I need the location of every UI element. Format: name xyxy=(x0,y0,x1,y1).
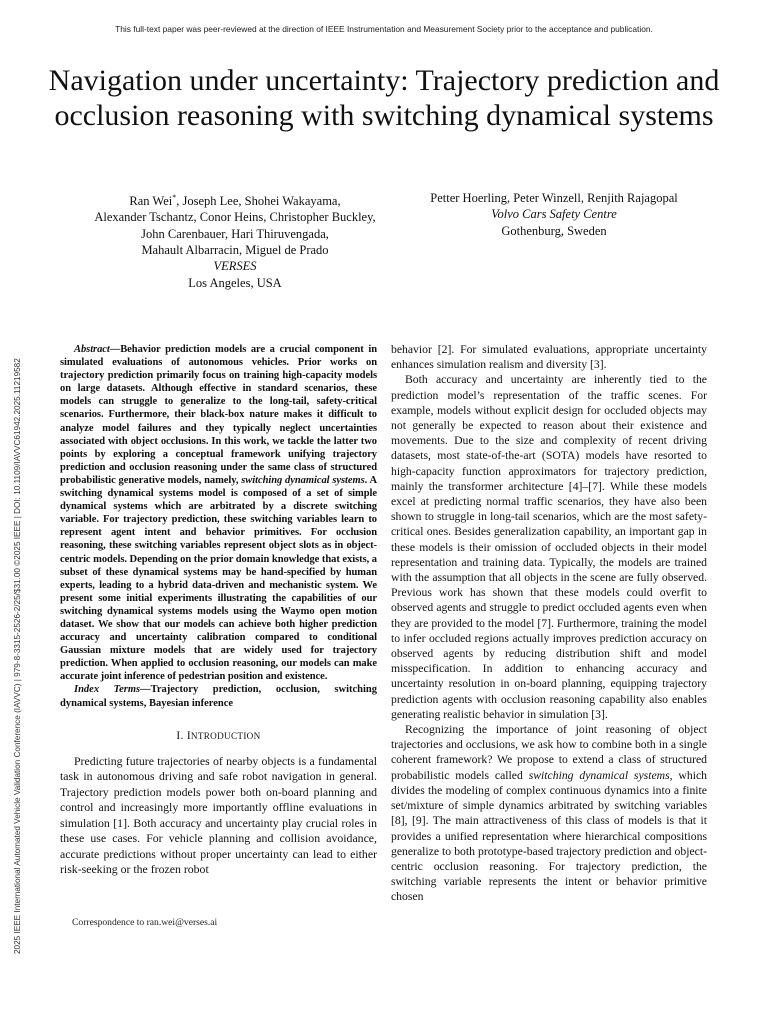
author-affiliation: Volvo Cars Safety Centre xyxy=(491,207,617,222)
paragraph-accuracy-uncertainty: Both accuracy and uncertainty are inherently tied to the prediction model’s representation of the traffic scenes. For example, models without explicit design for occluded objects may not generally be expected to reason about their existence and movements. Due to the size and complexity of recent driving datasets, most state-of-the-art (SOTA) models have resorted to high-capacity function approximators for trajectory prediction, mainly the transformer architecture [4]–[7]. While these models excel at predicting normal traffic scenarios, they have also been shown to struggle in long-tail scenarios, which are the most safety-critical ones. Besides generalization capability, an important gap in these models is their omission of occluded objects in their model representation and training data. Typically, the models are trained with the assumption that all objects in the scene are fully observed. Previous work has shown that these models could overfit to observed agents and struggle to predict occluded agents even when they are provided to the model [7]. Furthermore, training the model to infer occluded regions actually improves prediction accuracy on observed agents by reducing distribution shift and model misspecification. In addition to enhancing accuracy and uncertainty resolution in on-board planning, equipping trajectory prediction agents with occlusion reasoning capability also enables generating realistic behavior in simulation [3]. xyxy=(391,373,707,721)
index-terms-lead: Index Terms xyxy=(74,684,141,696)
corresponding-author-mark: * xyxy=(172,193,177,202)
paper-title: Navigation under uncertainty: Trajectory prediction and occlusion reasoning with switching dynamical systems xyxy=(48,64,720,132)
author-affiliation: VERSES xyxy=(213,259,257,274)
index-terms-text: —Trajectory prediction, occlusion, switching dynamical systems, Bayesian inference xyxy=(60,684,377,709)
author-line: Mahault Albarracin, Miguel de Prado xyxy=(141,243,329,258)
author-name-list: , Joseph Lee, Shohei Wakayama, xyxy=(176,194,341,209)
paragraph-text: Recognizing the importance of joint reasoning of object trajectories and occlusions, we ask how to combine both in a single coherent framework? We propose to extend a class of structured probabilistic models called xyxy=(391,723,707,782)
author-name: Ran Wei xyxy=(129,194,173,209)
left-column xyxy=(60,343,377,878)
abstract-text: . A switching dynamical systems model is composed of a set of simple dynamical systems which are arbitrated by a discrete switching variable. For trajectory prediction, these switching variables learn to represent agent intent and behavior primitives. For occlusion reasoning, these switching variables represent object slots as in object-centric models. Depending on the prior domain knowledge that exists, a subset of these dynamical systems may be hand-specified by human experts, leading to a hybrid data-driven and mechanistic system. We present some initial experiments illustrating the capabilities of our switching dynamical systems models using the Waymo open motion dataset. We show that our models can achieve both higher prediction accuracy and uncertainty calibration compared to conditional Gaussian mixture models that are widely used for trajectory prediction. When applied to occlusion reasoning, our models can make accurate joint inference of pedestrian position and existence. xyxy=(60,474,377,683)
index-terms xyxy=(60,683,377,709)
abstract xyxy=(60,343,377,683)
author-line: John Carenbauer, Hari Thiruvengada, xyxy=(141,226,329,241)
intro-paragraph: Predicting future trajectories of nearby objects is a fundamental task in autonomous driving and safe robot navigation in general. Trajectory prediction models power both on-board planning and control and increasingly more importantly offline evaluations in simulation [1]. Both accuracy and uncertainty play crucial roles in these use cases. For vehicle planning and collision avoidance, accurate predictions without proper uncertainty can lead to either risk-seeking or the frozen robot xyxy=(60,753,377,877)
section-rest: NTRODUCTION xyxy=(190,730,261,741)
author-block-volvo xyxy=(400,190,708,239)
author-line: Alexander Tschantz, Conor Heins, Christopher Buckley, xyxy=(94,210,376,225)
section-numeral: I. xyxy=(176,729,187,742)
paragraph-joint-reasoning xyxy=(391,722,707,904)
right-column xyxy=(391,342,707,905)
author-line: Petter Hoerling, Peter Winzell, Renjith Rajagopal xyxy=(430,191,678,205)
author-line xyxy=(60,190,410,209)
section-heading-introduction xyxy=(60,730,377,742)
emphasis-term: switching dynamical systems xyxy=(528,768,670,782)
doi-sidebar: 2025 IEEE International Automated Vehicle Validation Conference (IAVVC) | 979-8-3315-2526-2/25/$31.00 ©2025 IEEE | DOI: 10.1109/IAVVC61942.2025.11219582 xyxy=(13,358,22,954)
peer-review-banner: This full-text paper was peer-reviewed at the direction of IEEE Instrumentation and Measurement Society prior to the acceptance and publication. xyxy=(115,24,653,34)
section-initial: I xyxy=(186,729,191,742)
author-location: Gothenburg, Sweden xyxy=(501,223,607,238)
author-block-verses xyxy=(60,190,410,291)
paragraph-text: , which divides the modeling of complex continuous dynamics into a finite set/mixture of simple dynamics arbitrated by switching variables [8], [9]. The main attractiveness of this class of models is that it provides a unified representation where hierarchical compositions generalize to both prototype-based trajectory prediction and object-centric occlusion reasoning. For trajectory prediction, the switching variable represents the intent or behavior primitive chosen xyxy=(391,768,707,904)
correspondence-footnote: Correspondence to ran.wei@verses.ai xyxy=(72,917,218,928)
author-location: Los Angeles, USA xyxy=(188,275,282,290)
abstract-keyword: switching dynamical systems xyxy=(241,474,365,486)
abstract-lead: Abstract xyxy=(74,344,110,355)
abstract-text: —Behavior prediction models are a crucial component in simulated evaluations of autonomous vehicles. Prior works on trajectory prediction primarily focus on training high-capacity models on large datasets. Although effective in standard scenarios, these models can struggle to generalize to the long-tail, safety-critical scenarios. Furthermore, their black-box nature makes it difficult to analyze model failures and they typically neglect uncertainties associated with object occlusions. In this work, we tackle the latter two points by exploring a conceptual framework unifying trajectory prediction and occlusion reasoning under the same class of structured probabilistic generative models, namely, xyxy=(60,344,377,486)
paragraph-continued: behavior [2]. For simulated evaluations, appropriate uncertainty enhances simulation realism and diversity [3]. xyxy=(391,343,707,372)
